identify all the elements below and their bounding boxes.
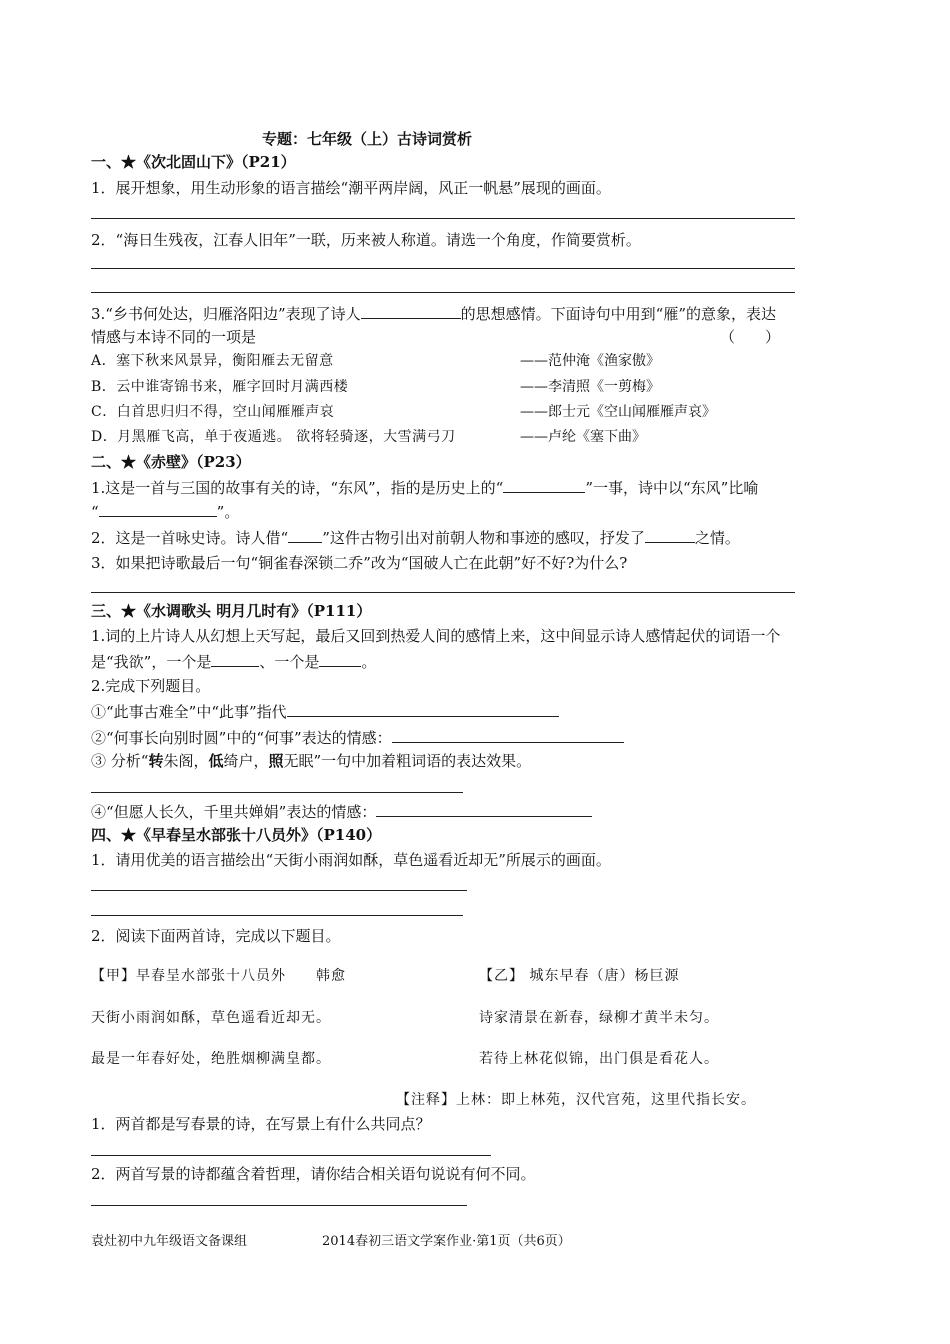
blank[interactable] — [319, 650, 361, 667]
s3-c3-text-d: 绮户， — [223, 752, 269, 770]
option-d: D．月黑雁飞高，单于夜遁逃。 欲将轻骑逐，大雪满弓刀 — [91, 429, 456, 445]
blank[interactable] — [376, 800, 592, 817]
s2-q1-text-c: “ — [91, 503, 99, 521]
s2-question-1-line1 — [91, 476, 758, 499]
section-1-heading: 一、★《次北固山下》（P21） — [91, 153, 296, 171]
s2-q1-text-d: ”。 — [216, 503, 240, 521]
section-2-heading: 二、★《赤壁》（P23） — [91, 453, 251, 471]
s2-q2-text-c: 之情。 — [694, 529, 740, 547]
poem-a-line-2: 最是一年春好处，绝胜烟柳满皇都。 — [91, 1051, 331, 1067]
s2-q1-text-a: 1.这是一首与三国的故事有关的诗，“东风”，指的是历史上的“ — [91, 479, 504, 497]
option-b-source: ——李清照《一剪梅》 — [520, 379, 660, 395]
option-b: B．云中谁寄锦书来，雁字回时月满西楼 — [91, 379, 349, 395]
option-c-source: ——郎士元《空山闻雁雁声哀》 — [520, 404, 716, 420]
page-title: 专题：七年级（上）古诗词赏析 — [262, 130, 473, 148]
option-a: A．塞下秋来风景异，衡阳雁去无留意 — [91, 353, 334, 369]
s3-c4-text: ④“但愿人长久，千里共婵娟”表达的情感： — [91, 803, 377, 821]
blank[interactable] — [503, 476, 585, 493]
s4-sub-question-1: 1．两首都是写春景的诗，在写景上有什么共同点？ — [91, 1115, 431, 1133]
s3-sub-4 — [91, 800, 592, 823]
answer-paren[interactable]: （ ） — [720, 328, 781, 346]
bold-word-zhao: 照 — [268, 752, 284, 770]
s1-question-2: 2．“海日生残夜，江春人旧年”一联，历来被人称道。请选一个角度，作简要赏析。 — [91, 231, 641, 249]
blank[interactable] — [392, 726, 624, 743]
poem-b-line-1: 诗家清景在新春，绿柳才黄半未匀。 — [479, 1010, 719, 1026]
s3-c2-text: ②“何事长向别时圆”中的“何事”表达的情感： — [91, 729, 392, 747]
s3-sub-1 — [91, 700, 559, 723]
answer-line[interactable] — [91, 1205, 467, 1206]
s3-question-2: 2.完成下列题目。 — [91, 677, 211, 695]
s3-question-1-line1: 1.词的上片诗人从幻想上天写起，最后又回到热爱人间的感情上来，这中间显示诗人感情起伏的词语一个 — [91, 627, 781, 645]
blank[interactable] — [361, 302, 461, 319]
s4-question-2: 2．阅读下面两首诗，完成以下题目。 — [91, 927, 341, 945]
option-d-source: ——卢纶《塞下曲》 — [520, 429, 646, 445]
bold-word-zhuan: 转 — [148, 752, 164, 770]
blank[interactable] — [287, 700, 559, 717]
s3-question-1-line2 — [91, 650, 376, 673]
poem-b-title: 【乙】 城东早春（唐）杨巨源 — [479, 968, 680, 984]
s3-q1-text-b: 是“我欲”，一个是 — [91, 653, 212, 671]
poem-a-line-1: 天街小雨润如酥，草色遥看近却无。 — [91, 1010, 331, 1026]
poem-a-title: 【甲】早春呈水部张十八员外 韩愈 — [91, 968, 346, 984]
s2-question-3: 3．如果把诗歌最后一句“铜雀春深锁二乔”改为“国破人亡在此朝”好不好?为什么? — [91, 554, 628, 572]
s2-q1-text-b: ”一事，诗中以“东风”比喻 — [585, 479, 759, 497]
section-3-heading: 三、★《水调歌头 明月几时有》（P111） — [91, 602, 372, 620]
s4-sub-question-2: 2．两首写景的诗都蕴含着哲理，请你结合相关语句说说有何不同。 — [91, 1165, 536, 1183]
s2-question-2 — [91, 526, 740, 549]
s1-q3-text-b: 的思想感情。下面诗句中用到“雁”的意象，表达 — [460, 305, 776, 323]
s4-question-1: 1．请用优美的语言描绘出“天街小雨润如酥，草色遥看近却无”所展示的画面。 — [91, 851, 611, 869]
bold-word-di: 低 — [208, 752, 224, 770]
s3-sub-2 — [91, 726, 624, 749]
blank[interactable] — [99, 500, 217, 517]
answer-line[interactable] — [91, 915, 463, 916]
answer-line[interactable] — [91, 268, 795, 269]
footer-page-info: 2014春初三语文学案作业·第1页（共6页） — [322, 1234, 571, 1249]
answer-line[interactable] — [91, 292, 795, 293]
s1-question-3-line2: 情感与本诗不同的一项是 — [91, 328, 257, 346]
blank[interactable] — [288, 526, 322, 543]
s2-q2-text-b: ”这件古物引出对前朝人物和事迹的感叹，抒发了 — [322, 529, 645, 547]
footer-left: 袁灶初中九年级语文备课组 — [91, 1234, 248, 1249]
s2-q2-text-a: 2．这是一首咏史诗。诗人借“ — [91, 529, 289, 547]
s3-q1-text-d: 。 — [361, 653, 377, 671]
s1-q3-text-a: 3.“乡书何处达，归雁洛阳边”表现了诗人 — [91, 305, 361, 323]
s3-c3-text-e: 无眠”一句中加着粗词语的表达效果。 — [283, 752, 532, 770]
answer-line[interactable] — [91, 792, 463, 793]
answer-line[interactable] — [91, 890, 467, 891]
answer-line[interactable] — [91, 1155, 491, 1156]
s2-question-1-line2 — [91, 500, 239, 523]
poem-b-line-2: 若待上林花似锦，出门俱是看花人。 — [479, 1051, 719, 1067]
s1-question-3-line1 — [91, 302, 776, 325]
blank[interactable] — [211, 650, 259, 667]
section-4-heading: 四、★《早春呈水部张十八员外》（P140） — [91, 826, 382, 844]
s3-q1-text-c: 、一个是 — [259, 653, 320, 671]
option-a-source: ——范仲淹《渔家傲》 — [520, 353, 660, 369]
answer-line[interactable] — [91, 218, 795, 219]
s3-sub-3 — [91, 750, 531, 772]
s3-c3-text-a: ③ 分析“ — [91, 752, 149, 770]
s3-c3-text-c: 朱阁， — [163, 752, 209, 770]
blank[interactable] — [645, 526, 695, 543]
option-c: C．白首思归归不得，空山闻雁雁声哀 — [91, 404, 335, 420]
s3-c1-text: ①“此事古难全”中“此事”指代 — [91, 703, 287, 721]
annotation-note: 【注释】上林：即上林苑，汉代宫苑，这里代指长安。 — [396, 1092, 756, 1108]
s1-question-1: 1．展开想象，用生动形象的语言描绘“潮平两岸阔，风正一帆悬”展现的画面。 — [91, 179, 611, 197]
answer-line[interactable] — [91, 592, 795, 593]
